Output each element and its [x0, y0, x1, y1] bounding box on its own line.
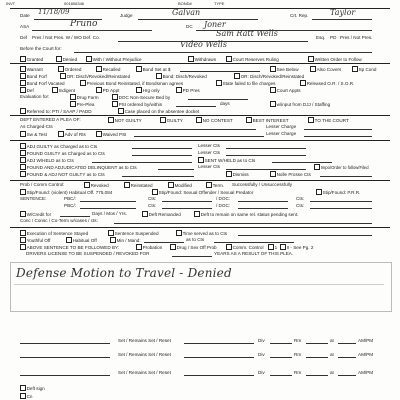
exec-stayed-checkbox[interactable]	[20, 230, 26, 236]
asa-line	[32, 30, 152, 31]
dc-label: DC	[186, 24, 193, 29]
referred-option[interactable]: Referred to: PTI / SAAP / PADD	[20, 108, 92, 115]
sworn-test-checkbox[interactable]	[20, 131, 26, 137]
guilty-checkbox[interactable]	[160, 117, 166, 123]
time-served-option[interactable]: Time served as to Cts	[176, 230, 227, 237]
exec-stayed-option[interactable]: Execution of Sentence Stayed	[20, 230, 88, 237]
time-served-checkbox[interactable]	[176, 230, 182, 236]
youthful-off-option[interactable]: Youthful Off	[20, 237, 50, 244]
esq-label: Esq.	[316, 35, 326, 40]
def-attorney-value: Sam Ratt Wells	[216, 29, 278, 38]
adv-rights-option[interactable]: Adv of Rts	[58, 131, 86, 138]
waived-psi-checkbox[interactable]	[96, 131, 102, 137]
or-disch-checkbox[interactable]	[60, 73, 66, 79]
sent-withheld-checkbox[interactable]	[198, 157, 204, 163]
pd-label: PD	[330, 35, 337, 40]
sent-withheld-option[interactable]: SENT W/HELD as to Cts	[198, 157, 255, 164]
pd-pres-option[interactable]: PD Pres	[176, 87, 200, 94]
probation-checkbox[interactable]	[136, 244, 142, 250]
set-row-3-date-line	[184, 375, 254, 376]
pbc-label-2: PBC/:	[64, 203, 76, 208]
sp-cond-checkbox[interactable]	[352, 66, 358, 72]
recalled-option[interactable]: Recalled	[96, 66, 120, 73]
also-covers-option[interactable]: Also Covers	[310, 66, 341, 73]
deft-sign-checkbox[interactable]	[20, 385, 26, 391]
indigent-option[interactable]: Indigent	[52, 87, 75, 94]
followed-by-checkbox[interactable]	[20, 244, 26, 250]
set-row-2-div: Div	[258, 352, 265, 357]
doc-line-2	[238, 208, 288, 209]
court-reporter-value: Taylor	[330, 8, 356, 17]
set-row-3-ampm: AM/PM	[358, 370, 374, 375]
to-the-court-option[interactable]: TO THE COURT	[308, 117, 349, 124]
set-row-3-at: at	[330, 370, 334, 375]
reserves-ruling-option[interactable]: Court Reserves Ruling	[226, 56, 279, 63]
drug-farm-checkbox[interactable]	[70, 94, 76, 100]
found-guilty-lesser: Lesser Cts	[198, 150, 220, 155]
deft-sign-option[interactable]: Deft sign	[20, 385, 45, 392]
license-suspended-label: DRIVERS LICENSE TO BE SUSPENDED / REVOKED FOR	[26, 251, 150, 256]
habitual-off-checkbox[interactable]	[20, 189, 26, 195]
cts-line-2	[310, 201, 372, 202]
set-row-1-label: Set / Remains Set / Reset	[118, 338, 171, 343]
separator	[10, 227, 390, 228]
deft-remanded-checkbox[interactable]	[142, 211, 148, 217]
absentee-docket-option[interactable]: Case placed on the absentee docket	[118, 108, 199, 115]
see-below-checkbox[interactable]	[270, 66, 276, 72]
habitual-off-exec-checkbox[interactable]	[66, 237, 72, 243]
sexual-offender-checkbox[interactable]	[152, 189, 158, 195]
doc-by-line	[188, 99, 248, 100]
youthful-off-checkbox[interactable]	[20, 237, 26, 243]
not-guilty-found-line	[122, 176, 194, 177]
see-page-two-checkbox[interactable]	[280, 244, 286, 250]
adj-guilty-line	[132, 148, 192, 149]
conc-consc-label: Conc / Consc / Co-Term w/cases / cts:	[20, 218, 98, 223]
license-years-line	[172, 256, 212, 257]
set-row-1-at: at	[330, 338, 334, 343]
habitual-off-exec-option[interactable]: Habitual Off	[66, 237, 97, 244]
level-one-checkbox[interactable]	[268, 244, 274, 250]
previous-bond-checkbox[interactable]	[80, 80, 86, 86]
sexual-offender-option[interactable]: Stip/Found: Sexual Offender / Sexual Predator	[152, 189, 253, 196]
revoked-checkbox[interactable]	[84, 182, 90, 188]
not-guilty-option[interactable]: NOT GUILTY	[108, 117, 142, 124]
found-guilty-line	[132, 155, 192, 156]
doc-label-2: / DOC:	[216, 203, 231, 208]
doc-non-secure-checkbox[interactable]	[112, 94, 118, 100]
state-failed-checkbox[interactable]	[216, 80, 222, 86]
separator	[10, 63, 390, 64]
sentence-label: SENTENCE:	[20, 196, 47, 201]
warrant-checkbox[interactable]	[20, 66, 26, 72]
before-court-line	[74, 52, 372, 53]
dc-value: Joner	[204, 20, 226, 29]
adj-withheld-line	[92, 162, 192, 163]
court-appts-checkbox[interactable]	[270, 87, 276, 93]
adj-guilty-lesser: Lesser Cts	[198, 143, 220, 148]
def-presence-options: Pres / Not Pres. W / WO Def. Co.	[32, 35, 100, 40]
comm-control-checkbox[interactable]	[226, 244, 232, 250]
set-row-1-line	[20, 343, 110, 344]
found-guilty-option[interactable]: FOUND GUILTY as Charged as to Cts	[20, 150, 105, 157]
best-interest-checkbox[interactable]	[246, 117, 252, 123]
bond-amount-line	[180, 71, 260, 72]
prejudice-option[interactable]: With / Without Prejudice	[86, 56, 142, 63]
asa-label: ASA	[20, 24, 30, 29]
header-top-left: INVT	[6, 1, 16, 6]
no-contest-option[interactable]: NO CONTEST	[196, 117, 233, 124]
set-row-1-date-line	[184, 343, 254, 344]
prr-checkbox[interactable]	[316, 189, 322, 195]
dismiss-checkbox[interactable]	[226, 171, 232, 177]
best-interest-option[interactable]: BEST INTEREST	[246, 117, 289, 124]
sw-line	[134, 136, 264, 137]
released-or-checkbox[interactable]	[300, 80, 306, 86]
credit-checkbox[interactable]	[20, 211, 26, 217]
delinquent-lesser-line	[226, 169, 306, 170]
term-option[interactable]: Term.	[206, 182, 224, 189]
prejudice-checkbox[interactable]	[86, 56, 92, 62]
delinquent-option[interactable]: FOUND AND ADJUDICATED DELINQUENT as to Cts	[20, 164, 137, 171]
no-contest-checkbox[interactable]	[196, 117, 202, 123]
pbc-line-2	[80, 208, 136, 209]
pd-pres-checkbox[interactable]	[176, 87, 182, 93]
referred-checkbox[interactable]	[20, 108, 26, 114]
set-row-1-ampm: AM/PM	[358, 338, 374, 343]
type-label: TYPE	[214, 1, 225, 6]
separator	[10, 115, 390, 116]
years-result-label: YEARS AS A RESULT OF THIS PLEA.	[214, 251, 294, 256]
pd-appt-checkbox[interactable]	[96, 87, 102, 93]
credit-option[interactable]: W/Credit for	[20, 211, 51, 218]
bond-disch-option[interactable]: Bond: Disch/Revoked	[156, 73, 207, 80]
cts-line-1	[162, 201, 212, 202]
deft-remain-option[interactable]: Deft to remain on same rel. status pending sent.	[194, 211, 298, 218]
days-label: days	[220, 101, 230, 106]
nolle-prosse-line	[320, 176, 372, 177]
doc-non-secure-option[interactable]: DOC Non-Secure Bed by	[112, 94, 170, 101]
impo-order-checkbox[interactable]	[314, 164, 320, 170]
sp-cond-option[interactable]: Sp Cond	[352, 66, 376, 73]
sentence-suspended-option[interactable]: Sentence Suspended	[108, 230, 159, 237]
deft-remain-checkbox[interactable]	[194, 211, 200, 217]
set-row-2-div-line	[270, 357, 292, 358]
habitual-off-option[interactable]: Stip/Found: (violent) Habitual Off. 775.084	[20, 189, 112, 196]
pre-plea-option[interactable]: Pre-Plea	[70, 101, 94, 108]
set-row-2-ampm: AM/PM	[358, 352, 374, 357]
set-row-3-rm-line	[306, 375, 328, 376]
judge-value: Galvan	[172, 8, 201, 17]
court-reporter-line	[312, 19, 372, 20]
djj-checkbox[interactable]	[270, 101, 276, 107]
see-below-option[interactable]: See Below	[270, 66, 299, 73]
hrg-only-option[interactable]: Hrg only	[136, 87, 160, 94]
as-charged-line	[66, 129, 256, 130]
delinquent-line	[158, 169, 194, 170]
adj-guilty-lesser-line	[226, 148, 306, 149]
also-covers-checkbox[interactable]	[310, 66, 316, 72]
days-mos-yrs-label: Days / Mos / Yrs.	[92, 211, 127, 216]
sent-withheld-line	[272, 162, 332, 163]
notes-rule	[14, 284, 384, 285]
denied-checkbox[interactable]	[56, 56, 62, 62]
psi-days-line	[176, 106, 216, 107]
set-row-2-line	[20, 357, 110, 358]
bond-set-option[interactable]: Bond Set at $	[136, 66, 170, 73]
min-mand-line	[144, 242, 184, 243]
set-row-2-date-line	[184, 357, 254, 358]
bond-set-checkbox[interactable]	[136, 66, 142, 72]
court-reporter-label: Crt. Rep.	[290, 13, 309, 18]
ordered-checkbox[interactable]	[58, 66, 64, 72]
set-row-3-div-line	[270, 375, 292, 376]
separator	[10, 140, 390, 141]
dismiss-option[interactable]: Dismiss	[226, 171, 249, 178]
date-value: 11/18/09	[38, 8, 70, 16]
waived-psi-option[interactable]: Waived PSI	[96, 131, 126, 138]
set-row-1-rm-line	[306, 343, 328, 344]
lesser-charge-label-2: Lesser Charge	[266, 131, 297, 136]
cts-line-4	[310, 208, 372, 209]
lesser-charge-line	[304, 129, 372, 130]
court-appts-option[interactable]: Court Appts	[270, 87, 301, 94]
min-mand-cts-line	[214, 242, 294, 243]
set-row-2-at-line	[338, 357, 356, 358]
lesser-charge-label: Lesser Charge	[266, 124, 297, 129]
pbc-label-1: PBC/:	[64, 196, 76, 201]
state-failed-option[interactable]: State failed to file charges	[216, 80, 275, 87]
granted-option[interactable]: Granted	[20, 56, 43, 63]
bond-disch-checkbox[interactable]	[156, 73, 162, 79]
see-page-two-option[interactable]: II - See Pg. 2	[280, 244, 313, 251]
or-disch-option[interactable]: OR: Disch/Revoked/Reinstated	[60, 73, 130, 80]
cts-label-4: Cts:	[296, 203, 305, 208]
pbc-line-1	[80, 201, 136, 202]
footer-last-checkbox[interactable]	[20, 393, 26, 399]
set-row-2-at: at	[330, 352, 334, 357]
bond-forf-checkbox[interactable]	[20, 73, 26, 79]
case-number: 001806346	[64, 1, 85, 6]
warrant-option[interactable]: Warrant	[20, 66, 43, 73]
judge-line	[138, 19, 258, 20]
withdrawn-option[interactable]: Withdrawn	[188, 56, 216, 63]
or-disch-checkbox-2[interactable]	[234, 73, 240, 79]
reinstated-checkbox[interactable]	[124, 182, 130, 188]
successfully-label: Successfully / Unsuccessfully	[232, 182, 292, 187]
credit-line	[60, 216, 90, 217]
before-court-label: Before the Court for:	[20, 46, 62, 51]
set-row-3-label: Set / Remains Set / Reset	[118, 370, 171, 375]
bond-number-label: BOND#	[178, 1, 192, 6]
adj-withheld-checkbox[interactable]	[20, 157, 26, 163]
granted-checkbox[interactable]	[20, 56, 26, 62]
hrg-only-checkbox[interactable]	[136, 87, 142, 93]
min-mand-cts-label: as to Cts	[186, 237, 205, 242]
adj-withheld-option[interactable]: ADJ W/HELD as to Cts	[20, 157, 74, 164]
not-guilty-found-option[interactable]: FOUND & ADJ NOT GUILTY as to Cts	[20, 171, 105, 178]
plea-label: DEFT ENTERED A PLEA OF:	[20, 117, 81, 122]
or-disch-option-2[interactable]: OR: Disch/Revoked/Reinstated	[234, 73, 304, 80]
withdrawn-checkbox[interactable]	[188, 56, 194, 62]
level-one-option[interactable]: 1	[268, 244, 277, 251]
sentence-suspended-checkbox[interactable]	[108, 230, 114, 236]
not-guilty-checkbox[interactable]	[108, 117, 114, 123]
cts-label-1: Cts:	[148, 196, 157, 201]
set-row-2-rm: Rm	[294, 352, 302, 357]
def-checkbox[interactable]	[20, 87, 26, 93]
followed-by-option[interactable]: ABOVE SENTENCE TO BE FOLLOWED BY:	[20, 244, 119, 251]
comm-control-option[interactable]: Comm. Control	[226, 244, 263, 251]
impo-order-option[interactable]: Impo/Order to follow/Filed	[314, 164, 369, 171]
footer-last-option[interactable]: Cn	[20, 393, 32, 400]
min-mand-option[interactable]: Min / Mand:	[110, 237, 141, 244]
set-row-2-rm-line	[306, 357, 328, 358]
asa-value: Pruno	[70, 19, 98, 29]
absentee-docket-checkbox[interactable]	[118, 108, 124, 114]
modified-option[interactable]: Modified	[168, 182, 192, 189]
time-served-line	[238, 235, 372, 236]
bond-forf-vacated-checkbox[interactable]	[20, 80, 26, 86]
set-row-3-line	[20, 375, 110, 376]
adj-guilty-option[interactable]: ADJ GUILTY as Charged as to Cts	[20, 143, 97, 150]
set-row-1-at-line	[338, 343, 356, 344]
delinquent-lesser: Lesser Cts	[198, 164, 220, 169]
adv-rights-checkbox[interactable]	[58, 131, 64, 137]
drug-sex-prob-option[interactable]: Drug / Sex Off Prob	[170, 244, 217, 251]
revoked-option[interactable]: Revoked	[84, 182, 109, 189]
evaluation-label: Evaluation for:	[20, 94, 50, 99]
separator	[10, 180, 390, 181]
doc-label-1: / DOC:	[216, 196, 231, 201]
ordered-option[interactable]: Ordered	[58, 66, 81, 73]
psi-ordered-option[interactable]: PSI ordered by/within	[112, 101, 162, 108]
pd-presence-options: Pres / Not Pres.	[340, 35, 373, 40]
pd-appt-option[interactable]: PD Appt	[96, 87, 119, 94]
previous-bond-option[interactable]: Previous Bond Reinstated, if Bondsman agrees	[80, 80, 183, 87]
before-court-value: Video Wells	[180, 40, 227, 49]
prr-option[interactable]: Stip/Found: P.R.R.	[316, 189, 360, 196]
drug-farm-option[interactable]: Drug Farm	[70, 94, 99, 101]
written-order-option[interactable]: Written Order to Follow	[308, 56, 362, 63]
delinquent-checkbox[interactable]	[20, 164, 26, 170]
adj-guilty-checkbox[interactable]	[20, 143, 26, 149]
to-the-court-checkbox[interactable]	[308, 117, 314, 123]
cts-line-3	[162, 208, 212, 209]
set-row-2-label: Set / Remains Set / Reset	[118, 352, 171, 357]
written-order-checkbox[interactable]	[308, 56, 314, 62]
drug-sex-prob-checkbox[interactable]	[170, 244, 176, 250]
bond-forf-option[interactable]: Bond Forf	[20, 73, 47, 80]
term-checkbox[interactable]	[206, 182, 212, 188]
found-guilty-lesser-line	[226, 155, 306, 156]
released-or-option[interactable]: Released O.R. / S.O.R.	[300, 80, 354, 87]
nolle-prosse-checkbox[interactable]	[270, 171, 276, 177]
guilty-option[interactable]: GUILTY	[160, 117, 183, 124]
doc-line-1	[238, 201, 288, 202]
probation-option[interactable]: Probation	[136, 244, 162, 251]
modified-checkbox[interactable]	[168, 182, 174, 188]
reinstated-option[interactable]: Reinstated	[124, 182, 153, 189]
not-guilty-found-checkbox[interactable]	[20, 171, 26, 177]
indigent-checkbox[interactable]	[52, 87, 58, 93]
set-row-1-div-line	[270, 343, 292, 344]
min-mand-checkbox[interactable]	[110, 237, 116, 243]
as-charged-label: As Charged-Cts	[20, 124, 53, 129]
recalled-checkbox[interactable]	[96, 66, 102, 72]
found-guilty-checkbox[interactable]	[20, 150, 26, 156]
prob-label: Prob / Comm Control:	[20, 182, 65, 187]
conc-consc-line	[114, 223, 372, 224]
def-label: Def	[20, 35, 28, 40]
handwritten-note: Defense Motion to Travel - Denied	[16, 266, 232, 280]
psi-ordered-checkbox[interactable]	[112, 101, 118, 107]
bond-forf-vacated-option[interactable]: Bond Forf Vacated	[20, 80, 65, 87]
sworn-test-option[interactable]: Sw & Test	[20, 131, 47, 138]
djj-option[interactable]: w/input from DJJ / Staffing	[270, 101, 330, 108]
lesser-charge-line-2	[304, 136, 372, 137]
set-row-3-rm: Rm	[294, 370, 302, 375]
nolle-prosse-option[interactable]: Nolle Prosse Cts	[270, 171, 311, 178]
denied-option[interactable]: Denied	[56, 56, 77, 63]
pre-plea-checkbox[interactable]	[70, 101, 76, 107]
reserves-ruling-checkbox[interactable]	[226, 56, 232, 62]
cts-label-3: Cts:	[148, 203, 157, 208]
set-row-1-rm: Rm	[294, 338, 302, 343]
set-row-1-div: Div	[258, 338, 265, 343]
set-row-3-div: Div	[258, 370, 265, 375]
set-row-3-at-line	[338, 375, 356, 376]
deft-remanded-option[interactable]: Deft Remanded	[142, 211, 181, 218]
cts-label-2: Cts:	[296, 196, 305, 201]
judge-label: Judge	[120, 13, 133, 18]
date-label: Date	[20, 13, 30, 18]
def-option[interactable]: Def	[20, 87, 34, 94]
